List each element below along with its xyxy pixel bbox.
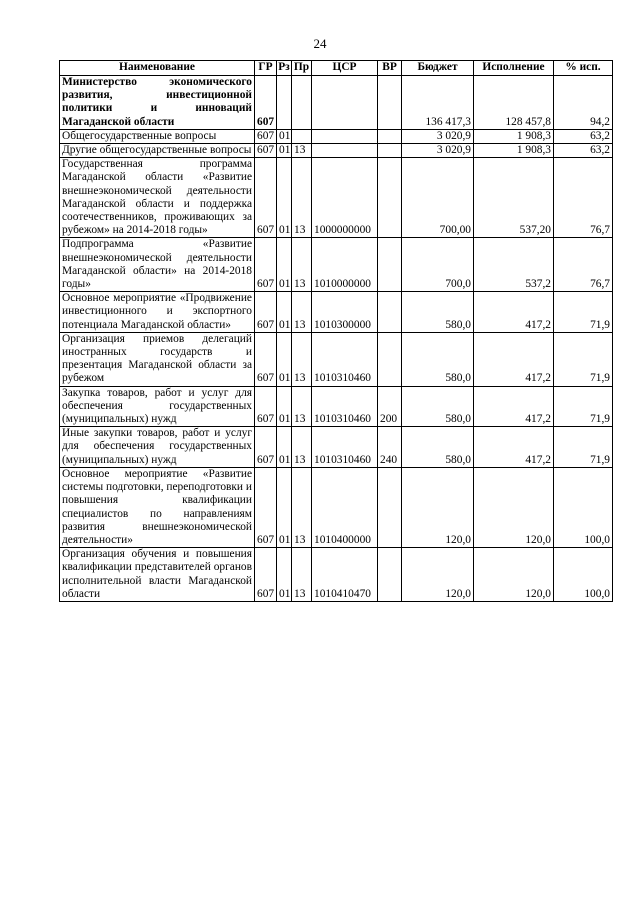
cell-csr: 1010300000	[312, 292, 378, 333]
cell-vr	[378, 292, 402, 333]
cell-rz: 01	[277, 467, 292, 547]
header-col-name: Наименование	[60, 61, 255, 76]
cell-percent: 71,9	[554, 386, 613, 427]
cell-budget: 3 020,9	[402, 129, 474, 143]
cell-rz: 01	[277, 129, 292, 143]
cell-gr: 607	[255, 238, 277, 292]
cell-csr: 1010400000	[312, 467, 378, 547]
table-body	[60, 76, 613, 602]
cell-execution: 417,2	[474, 427, 554, 468]
cell-percent: 63,2	[554, 129, 613, 143]
cell-name: Подпрограмма «Развитие внешнеэкономической деятельности Магаданской области» на 2014-2018 годы»	[60, 238, 255, 292]
cell-name: Министерство экономического развития, инвестиционной политики и инноваций Магаданской области	[60, 76, 255, 130]
header-col-gr: ГР	[255, 61, 277, 76]
cell-rz: 01	[277, 292, 292, 333]
header-col-rz: Рз	[277, 61, 292, 76]
cell-name: Государственная программа Магаданской области «Развитие внешнеэкономической деятельности Магаданской области и поддержка соотечественников, проживающих за рубежом» на 2014-2018 годы»	[60, 158, 255, 238]
cell-pr: 13	[292, 292, 312, 333]
cell-vr	[378, 332, 402, 386]
cell-gr: 607	[255, 292, 277, 333]
table-row	[60, 427, 613, 468]
cell-budget: 136 417,3	[402, 76, 474, 130]
cell-execution: 120,0	[474, 467, 554, 547]
cell-budget: 120,0	[402, 548, 474, 602]
cell-execution: 417,2	[474, 386, 554, 427]
cell-rz: 01	[277, 427, 292, 468]
page-number: 24	[313, 36, 327, 51]
cell-execution: 537,20	[474, 158, 554, 238]
cell-name: Иные закупки товаров, работ и услуг для обеспечения государственных (муниципальных) нужд	[60, 427, 255, 468]
header-col-budget: Бюджет	[402, 61, 474, 76]
table-row	[60, 467, 613, 547]
cell-execution: 120,0	[474, 548, 554, 602]
cell-csr: 1010410470	[312, 548, 378, 602]
cell-csr	[312, 129, 378, 143]
cell-csr: 1010310460	[312, 332, 378, 386]
cell-percent: 63,2	[554, 144, 613, 158]
cell-rz	[277, 76, 292, 130]
header-col-execution: Исполнение	[474, 61, 554, 76]
cell-gr: 607	[255, 129, 277, 143]
cell-name: Основное мероприятие «Продвижение инвестиционного и экспортного потенциала Магаданской области»	[60, 292, 255, 333]
cell-rz: 01	[277, 238, 292, 292]
table-row	[60, 144, 613, 158]
cell-gr: 607	[255, 158, 277, 238]
table-row	[60, 129, 613, 143]
cell-name: Основное мероприятие «Развитие системы подготовки, переподготовки и повышения квалификации специалистов по направлениям развития внешнеэкономической деятельности»	[60, 467, 255, 547]
cell-percent: 94,2	[554, 76, 613, 130]
cell-budget: 120,0	[402, 467, 474, 547]
cell-percent: 71,9	[554, 292, 613, 333]
table-row	[60, 158, 613, 238]
cell-budget: 3 020,9	[402, 144, 474, 158]
cell-vr	[378, 76, 402, 130]
cell-vr	[378, 467, 402, 547]
header-col-percent: % исп.	[554, 61, 613, 76]
table-row	[60, 292, 613, 333]
cell-budget: 580,0	[402, 427, 474, 468]
cell-budget: 700,00	[402, 158, 474, 238]
cell-percent: 76,7	[554, 238, 613, 292]
cell-name: Общегосударственные вопросы	[60, 129, 255, 143]
cell-pr: 13	[292, 238, 312, 292]
cell-budget: 580,0	[402, 386, 474, 427]
cell-pr: 13	[292, 332, 312, 386]
cell-percent: 100,0	[554, 467, 613, 547]
cell-gr: 607	[255, 332, 277, 386]
cell-execution: 417,2	[474, 332, 554, 386]
table-row	[60, 386, 613, 427]
cell-csr: 1010310460	[312, 386, 378, 427]
cell-gr: 607	[255, 427, 277, 468]
cell-rz: 01	[277, 158, 292, 238]
cell-pr: 13	[292, 427, 312, 468]
cell-execution: 1 908,3	[474, 144, 554, 158]
cell-budget: 580,0	[402, 292, 474, 333]
cell-pr: 13	[292, 158, 312, 238]
cell-vr: 200	[378, 386, 402, 427]
cell-rz: 01	[277, 144, 292, 158]
cell-gr: 607	[255, 467, 277, 547]
table-row	[60, 76, 613, 130]
header-col-csr: ЦСР	[312, 61, 378, 76]
cell-csr: 1010310460	[312, 427, 378, 468]
cell-execution: 128 457,8	[474, 76, 554, 130]
cell-csr: 1010000000	[312, 238, 378, 292]
cell-name: Организация приемов делегаций иностранных государств и презентация Магаданской области за рубежом	[60, 332, 255, 386]
cell-pr	[292, 129, 312, 143]
cell-percent: 100,0	[554, 548, 613, 602]
cell-percent: 76,7	[554, 158, 613, 238]
cell-pr: 13	[292, 386, 312, 427]
cell-name: Организация обучения и повышения квалификации представителей органов исполнительной власти Магаданской области	[60, 548, 255, 602]
cell-name: Другие общегосударственные вопросы	[60, 144, 255, 158]
cell-pr	[292, 76, 312, 130]
table-row	[60, 332, 613, 386]
cell-gr: 607	[255, 76, 277, 130]
table-row	[60, 238, 613, 292]
cell-vr	[378, 158, 402, 238]
cell-rz: 01	[277, 548, 292, 602]
cell-rz: 01	[277, 386, 292, 427]
cell-vr	[378, 548, 402, 602]
cell-csr	[312, 76, 378, 130]
cell-pr: 13	[292, 144, 312, 158]
budget-execution-table	[59, 60, 613, 602]
cell-csr	[312, 144, 378, 158]
table-header-row	[60, 61, 613, 76]
cell-execution: 417,2	[474, 292, 554, 333]
cell-gr: 607	[255, 386, 277, 427]
cell-execution: 1 908,3	[474, 129, 554, 143]
cell-percent: 71,9	[554, 427, 613, 468]
cell-gr: 607	[255, 548, 277, 602]
cell-vr	[378, 144, 402, 158]
cell-vr	[378, 238, 402, 292]
cell-name: Закупка товаров, работ и услуг для обеспечения государственных (муниципальных) нужд	[60, 386, 255, 427]
table-row	[60, 548, 613, 602]
cell-pr: 13	[292, 467, 312, 547]
cell-vr	[378, 129, 402, 143]
cell-budget: 580,0	[402, 332, 474, 386]
cell-pr: 13	[292, 548, 312, 602]
cell-budget: 700,0	[402, 238, 474, 292]
cell-rz: 01	[277, 332, 292, 386]
header-col-vr: ВР	[378, 61, 402, 76]
cell-execution: 537,2	[474, 238, 554, 292]
header-col-pr: Пр	[292, 61, 312, 76]
cell-csr: 1000000000	[312, 158, 378, 238]
cell-percent: 71,9	[554, 332, 613, 386]
cell-vr: 240	[378, 427, 402, 468]
cell-gr: 607	[255, 144, 277, 158]
